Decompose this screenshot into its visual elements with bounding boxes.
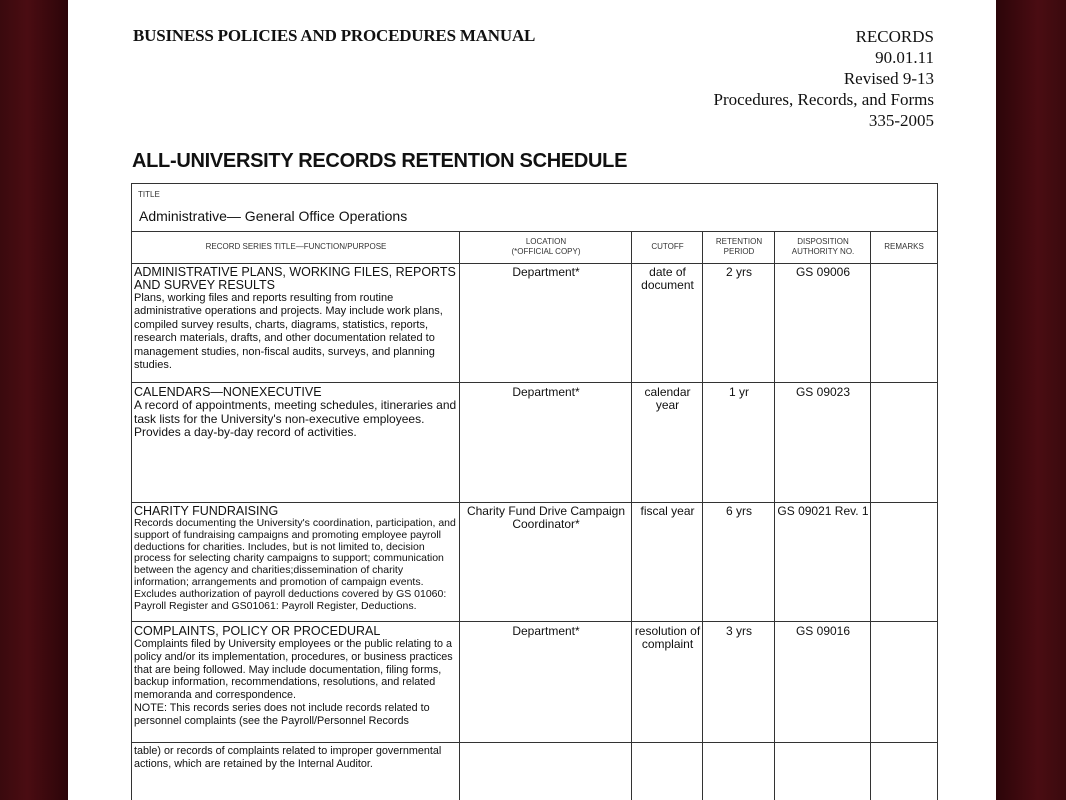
table-row [132, 622, 937, 743]
retention-cell: 2 yrs [725, 265, 752, 279]
series-description: table) or records of complaints related to improper governmental actions, which are retained by the Internal Auditor. [134, 745, 442, 770]
cutoff-cell: calendar year [644, 385, 691, 412]
background-frame-left [0, 0, 68, 800]
retention-schedule-table [131, 183, 938, 800]
location-cell: Department* [512, 624, 580, 638]
header-authority: DISPOSITION AUTHORITY NO. [791, 237, 855, 256]
header-retention: RETENTION PERIOD [715, 237, 763, 256]
authority-cell: GS 09006 [795, 265, 851, 279]
series-title: COMPLAINTS, POLICY OR PROCEDURAL [134, 624, 381, 638]
cutoff-cell: fiscal year [640, 504, 695, 518]
schedule-title: ALL-UNIVERSITY RECORDS RETENTION SCHEDULE [132, 150, 628, 172]
header-revision: Revised 9-13 [843, 69, 934, 88]
series-description: Records documenting the University's coordination, participation, and support of fundraising campaigns and promoting employee payroll deductions for charities. Includes, but is not limited to, decision process for selecting charity campaigns to support; communication between the agency and charities;dissemination of charity information; arrangements and promotion of campaign events. Excludes authorization of payroll deductions covered by GS 01060: Payroll Register and GS01061: Payroll Register, Deductions. [134, 517, 456, 612]
series-title: ADMINISTRATIVE PLANS, WORKING FILES, REPORTS AND SURVEY RESULTS [134, 265, 456, 292]
location-cell: Charity Fund Drive Campaign Coordinator* [466, 504, 626, 531]
authority-cell: GS 09016 [795, 624, 851, 638]
authority-cell: GS 09021 Rev. 1 [777, 504, 869, 518]
table-row [132, 742, 937, 800]
series-description: A record of appointments, meeting schedules, itineraries and task lists for the University's non-executive employees. Provides a day-by-day record of activities. [134, 398, 457, 439]
title-box [132, 184, 937, 232]
series-title: CALENDARS—NONEXECUTIVE [134, 385, 322, 399]
header-cutoff: CUTOFF [651, 242, 684, 251]
series-cell [132, 745, 460, 771]
header-series: RECORD SERIES TITLE—FUNCTION/PURPOSE [205, 242, 387, 251]
retention-cell: 6 yrs [725, 504, 752, 518]
header-policy-number: 90.01.11 [875, 48, 934, 67]
header-reference [714, 26, 935, 131]
title-label: TITLE [138, 190, 160, 199]
table-row [132, 383, 937, 503]
cutoff-cell: date of document [641, 265, 694, 292]
document-page [68, 0, 996, 800]
cutoff-cell: resolution of complaint [634, 624, 701, 651]
series-cell [132, 505, 460, 612]
header-chapter: Procedures, Records, and Forms [713, 90, 934, 109]
background-frame-right [996, 0, 1066, 800]
series-cell [132, 625, 460, 728]
header-section: RECORDS [855, 27, 934, 46]
retention-cell: 3 yrs [725, 624, 752, 638]
retention-cell: 1 yr [728, 385, 749, 399]
header-location: LOCATION (*OFFICIAL COPY) [511, 237, 581, 256]
series-cell [132, 386, 460, 440]
authority-cell: GS 09023 [795, 385, 851, 399]
series-description: Plans, working files and reports resulting from routine administrative operations and projects. May include work plans, compiled survey results, charts, diagrams, statistics, reports, research materials, drafts, and other documentation related to management studies, non-fiscal audits, surveys, and planning studies. [134, 292, 443, 372]
series-title: CHARITY FUNDRAISING [134, 504, 279, 518]
title-value: Administrative— General Office Operations [139, 208, 408, 224]
table-row [132, 263, 937, 383]
header-remarks: REMARKS [884, 242, 924, 251]
location-cell: Department* [512, 385, 580, 399]
series-description: Complaints filed by University employees or the public relating to a policy and/or its implementation, procedures, or business practices that are being followed. May include documentation, filing forms, backup information, recommendations, resolutions, and related memoranda and correspondence. [134, 638, 453, 702]
series-cell [132, 266, 460, 372]
series-note: NOTE: This records series does not include records related to personnel complaints (see the Payroll/Personnel Records [134, 701, 430, 727]
column-headers [132, 231, 937, 264]
manual-title: BUSINESS POLICIES AND PROCEDURES MANUAL [133, 26, 536, 45]
location-cell: Department* [512, 265, 580, 279]
table-row [132, 502, 937, 622]
header-code: 335-2005 [868, 111, 934, 130]
